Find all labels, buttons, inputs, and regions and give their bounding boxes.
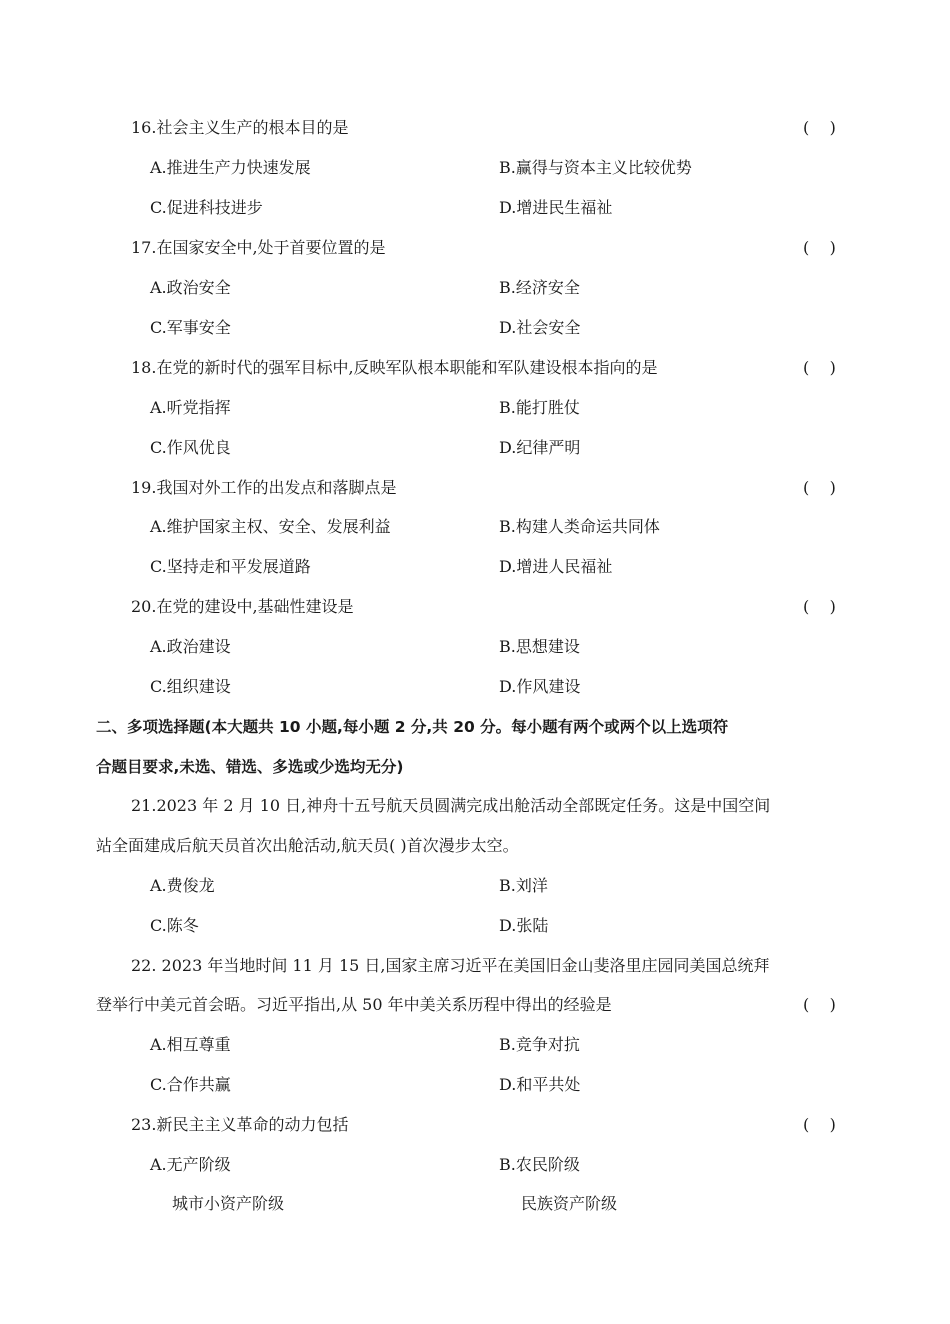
question-19-option-b: B.构建人类命运共同体 — [499, 517, 660, 536]
answer-bracket-17: ( ) — [803, 238, 836, 257]
answer-bracket-23: ( ) — [803, 1115, 836, 1134]
question-22-option-c: C.合作共赢 — [150, 1075, 231, 1094]
question-21-option-b: B.刘洋 — [499, 876, 548, 895]
question-19-stem: 19.我国对外工作的出发点和落脚点是 — [131, 478, 397, 497]
question-17-stem: 17.在国家安全中,处于首要位置的是 — [131, 238, 386, 257]
question-23-option-c: 城市小资产阶级 — [172, 1194, 285, 1213]
question-22-option-a: A.相互尊重 — [150, 1035, 231, 1054]
question-18-option-d: D.纪律严明 — [499, 438, 581, 457]
question-23-stem: 23.新民主主义革命的动力包括 — [131, 1115, 349, 1134]
question-17-option-c: C.军事安全 — [150, 318, 231, 337]
question-16-option-a: A.推进生产力快速发展 — [150, 158, 311, 177]
question-21-option-d: D.张陆 — [499, 916, 549, 935]
question-16-option-b: B.赢得与资本主义比较优势 — [499, 158, 692, 177]
question-21-option-a: A.费俊龙 — [150, 876, 215, 895]
question-23-option-a: A.无产阶级 — [150, 1155, 231, 1174]
question-22-option-d: D.和平共处 — [499, 1075, 581, 1094]
question-22-stem-line-2: 登举行中美元首会晤。习近平指出,从 50 年中美关系历程中得出的经验是 — [96, 995, 612, 1014]
answer-bracket-19: ( ) — [803, 478, 836, 497]
answer-bracket-22: ( ) — [803, 995, 836, 1014]
answer-bracket-18: ( ) — [803, 358, 836, 377]
answer-bracket-20: ( ) — [803, 597, 836, 616]
question-20-option-d: D.作风建设 — [499, 677, 581, 696]
section-2-heading-line-1: 二、多项选择题(本大题共 10 小题,每小题 2 分,共 20 分。每小题有两个或两个以上选项符 — [96, 718, 729, 736]
answer-bracket-16: ( ) — [803, 118, 836, 137]
question-21-stem-line-2: 站全面建成后航天员首次出舱活动,航天员( )首次漫步太空。 — [96, 836, 519, 855]
question-16-option-d: D.增进民生福祉 — [499, 198, 613, 217]
question-19-option-a: A.维护国家主权、安全、发展利益 — [150, 517, 391, 536]
question-20-option-c: C.组织建设 — [150, 677, 231, 696]
question-22-stem-line-1: 22. 2023 年当地时间 11 月 15 日,国家主席习近平在美国旧金山斐洛里庄园同美国总统拜 — [131, 956, 770, 975]
question-22-option-b: B.竞争对抗 — [499, 1035, 580, 1054]
question-16-stem: 16.社会主义生产的根本目的是 — [131, 118, 349, 137]
question-20-option-b: B.思想建设 — [499, 637, 580, 656]
question-18-option-c: C.作风优良 — [150, 438, 231, 457]
question-23-option-b: B.农民阶级 — [499, 1155, 580, 1174]
question-16-option-c: C.促进科技进步 — [150, 198, 263, 217]
question-20-option-a: A.政治建设 — [150, 637, 231, 656]
question-19-option-c: C.坚持走和平发展道路 — [150, 557, 311, 576]
question-18-option-b: B.能打胜仗 — [499, 398, 580, 417]
question-17-option-b: B.经济安全 — [499, 278, 580, 297]
question-21-stem-line-1: 21.2023 年 2 月 10 日,神舟十五号航天员圆满完成出舱活动全部既定任务。这是中国空间 — [131, 796, 771, 815]
question-19-option-d: D.增进人民福祉 — [499, 557, 613, 576]
question-23-option-d: 民族资产阶级 — [521, 1194, 618, 1213]
question-20-stem: 20.在党的建设中,基础性建设是 — [131, 597, 354, 616]
section-2-heading-line-2: 合题目要求,未选、错选、多选或少选均无分) — [96, 758, 404, 776]
question-17-option-d: D.社会安全 — [499, 318, 581, 337]
question-21-option-c: C.陈冬 — [150, 916, 199, 935]
question-18-stem: 18.在党的新时代的强军目标中,反映军队根本职能和军队建设根本指向的是 — [131, 358, 658, 377]
question-18-option-a: A.听党指挥 — [150, 398, 231, 417]
question-17-option-a: A.政治安全 — [150, 278, 231, 297]
